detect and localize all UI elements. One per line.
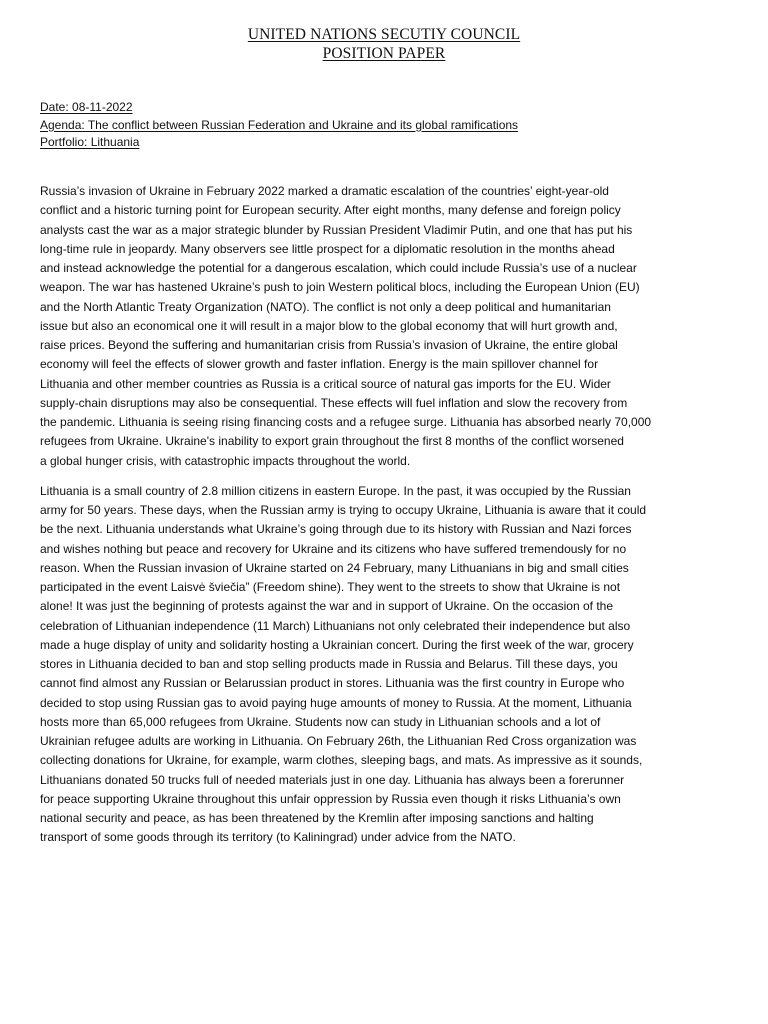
paragraph-line: raise prices. Beyond the suffering and humanitarian crisis from Russia’s invasion of Ukraine, the entire global [40, 338, 618, 352]
document-title [0, 25, 768, 63]
paragraph-line: refugees from Ukraine. Ukraine's inability to export grain throughout the first 8 months of the conflict worsened [40, 434, 624, 449]
paragraph-line: issue but also an economical one it will result in a major blow to the global economy that will hurt growth and, [40, 318, 618, 333]
paragraph-line: a global hunger crisis, with catastrophic impacts throughout the world. [40, 453, 411, 468]
paragraph-line: analysts cast the war as a major strategic blunder by Russian President Vladimir Putin, and one that has put his [40, 222, 633, 237]
paragraph-line: hosts more than 65,000 refugees from Ukraine. Students now can study in Lithuanian schools and a lot of [40, 714, 601, 729]
body-paragraph-1 [40, 182, 736, 471]
paragraph-line: and the North Atlantic Treaty Organization (NATO). The conflict is not only a deep political and humanitarian [40, 299, 611, 314]
paragraph-line: Lithuania and other member countries as Russia is a critical source of natural gas imports for the EU. Wider [40, 376, 611, 391]
paragraph-line: weapon. The war has hastened Ukraine’s push to join Western political blocs, including the European Union (EU) [40, 280, 640, 295]
paragraph-line: collecting donations for Ukraine, for example, warm clothes, sleeping bags, and mats. As impressive as it sounds, [40, 753, 643, 768]
paragraph-line: economy will feel the effects of slower growth and faster inflation. Energy is the main spillover channel for [40, 357, 599, 372]
paragraph-line: supply-chain disruptions may also be consequential. These effects will fuel inflation and slow the recovery from [40, 395, 628, 410]
document-meta [40, 99, 730, 152]
paragraph-line: army for 50 years. These days, when the Russian army is trying to occupy Ukraine, Lithuania is aware that it could [40, 503, 647, 517]
paragraph-line: Lithuanians donated 50 trucks full of needed materials just in one day. Lithuania has always been a forerunner [40, 772, 625, 787]
paragraph-line: alone! It was just the beginning of protests against the war and in support of Ukraine. On the occasion of the [40, 599, 614, 614]
paragraph-line: celebration of Lithuanian independence (11 March) Lithuanians not only celebrated their independence but also [40, 618, 631, 633]
paragraph-line: the pandemic. Lithuania is seeing rising financing costs and a refugee surge. Lithuania has absorbed nearly 70,000 [40, 415, 652, 429]
paragraph-line: Russia’s invasion of Ukraine in February 2022 marked a dramatic escalation of the countries’ eight-year-old [40, 184, 609, 198]
paragraph-line: conflict and a historic turning point for European security. After eight months, many defense and foreign policy [40, 203, 621, 218]
paragraph-line: stores in Lithuania decided to ban and stop selling products made in Russia and Belarus. Till these days, you [40, 657, 618, 671]
title-line-council: UNITED NATIONS SECUTIY COUNCIL [247, 26, 521, 43]
paragraph-line: national security and peace, as has been threatened by the Kremlin after imposing sanctions and halting [40, 811, 594, 825]
paragraph-line: Lithuania is a small country of 2.8 million citizens in eastern Europe. In the past, it was occupied by the Russian [40, 483, 631, 498]
body-paragraph-2 [40, 482, 736, 848]
document-body [40, 182, 736, 859]
paragraph-line: made a huge display of unity and solidarity hosting a Ukrainian concert. During the first week of the war, grocery [40, 637, 634, 652]
paragraph-line: cannot find almost any Russian or Belarussian product in stores. Lithuania was the first country in Europe who [40, 676, 625, 691]
paragraph-line: Ukrainian refugee adults are working in Lithuania. On February 26th, the Lithuanian Red Cross organization was [40, 734, 637, 748]
meta-agenda: Agenda: The conflict between Russian Federation and Ukraine and its global ramifications [40, 117, 519, 132]
paragraph-line: decided to stop using Russian gas to avoid paying huge amounts of money to Russia. At the moment, Lithuania [40, 695, 632, 710]
meta-portfolio: Portfolio: Lithuania [40, 135, 140, 149]
paragraph-line: for peace supporting Ukraine throughout this unfair oppression by Russia even though it risks Lithuania’s own [40, 791, 621, 806]
paragraph-line: and wishes nothing but peace and recovery for Ukraine and its citizens who have suffered tremendously for no [40, 541, 627, 556]
paragraph-line: long-time rule in jeopardy. Many observers see little prospect for a diplomatic resolution in the months ahead [40, 241, 615, 256]
paragraph-line: participated in the event Laisvė šviečia” (Freedom shine). They went to the streets to show that Ukraine is not [40, 580, 621, 594]
paragraph-line: be the next. Lithuania understands what Ukraine’s going through due to its history with Russian and Nazi forces [40, 522, 632, 537]
paragraph-line: reason. When the Russian invasion of Ukraine started on 24 February, many Lithuanians in big and small cities [40, 560, 629, 575]
title-line-position-paper: POSITION PAPER [322, 45, 446, 62]
paragraph-line: and instead acknowledge the potential for a dangerous escalation, which could include Russia’s use of a nuclear [40, 261, 637, 275]
paragraph-line: transport of some goods through its territory (to Kaliningrad) under advice from the NATO. [40, 830, 516, 845]
meta-date: Date: 08-11-2022 [40, 100, 133, 114]
